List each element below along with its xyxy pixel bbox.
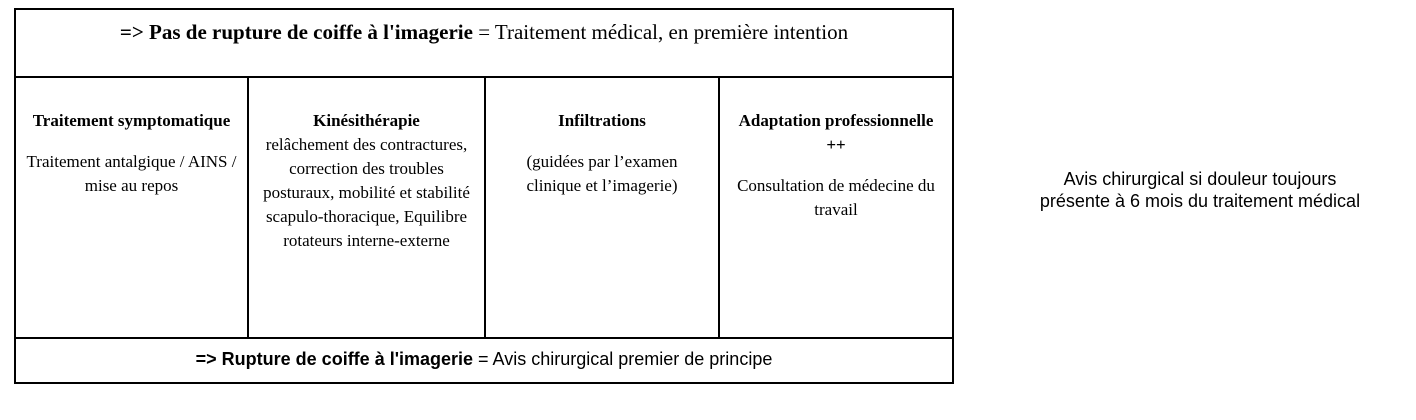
column-body: Consultation de médecine du travail bbox=[737, 176, 935, 219]
column-title: Infiltrations bbox=[558, 111, 646, 130]
rupture-footer bbox=[16, 337, 952, 382]
column-body: relâchement des contractures, correction des troubles posturaux, mobilité et stabilité scapulo-thoracique, Equilibre rotateurs interne-externe bbox=[263, 135, 470, 250]
column-title: Kinésithérapie bbox=[313, 111, 420, 130]
column-infiltrations bbox=[486, 78, 720, 337]
column-kinesitherapy bbox=[249, 78, 486, 337]
column-professional-adaptation bbox=[720, 78, 952, 337]
rupture-condition: => Rupture de coiffe à l'imagerie bbox=[195, 349, 474, 369]
surgical-advice-note bbox=[1000, 168, 1400, 212]
column-title: Adaptation professionnelle ++ bbox=[738, 111, 934, 154]
side-note-line-1: Avis chirurgical si douleur toujours bbox=[1063, 169, 1337, 189]
column-symptomatic bbox=[16, 78, 249, 337]
rupture-conclusion: = Avis chirurgical premier de principe bbox=[473, 349, 773, 369]
treatment-flow-table bbox=[14, 8, 954, 384]
column-title: Traitement symptomatique bbox=[32, 111, 231, 130]
column-body: Traitement antalgique / AINS / mise au repos bbox=[26, 152, 237, 195]
side-note-line-2: présente à 6 mois du traitement médical bbox=[1039, 191, 1361, 211]
no-rupture-conclusion: = Traitement médical, en première intention bbox=[472, 20, 849, 44]
no-rupture-header bbox=[16, 10, 952, 78]
treatment-columns bbox=[16, 78, 952, 337]
column-body: (guidées par l’examen clinique et l’imagerie) bbox=[526, 152, 678, 195]
no-rupture-condition: => Pas de rupture de coiffe à l'imagerie bbox=[119, 20, 473, 44]
